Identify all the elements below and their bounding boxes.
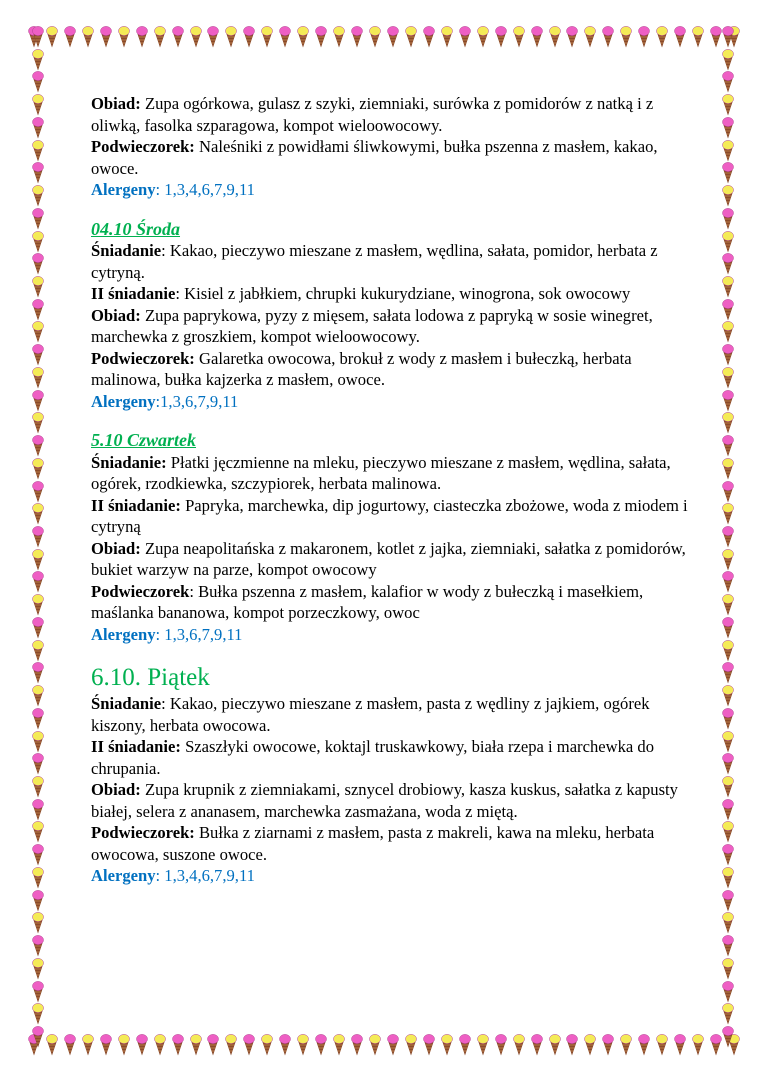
ice-cream-cone-icon: [722, 753, 734, 775]
ice-cream-cone-icon: [441, 26, 453, 48]
ice-cream-cone-icon: [118, 1034, 130, 1056]
ice-cream-cone-icon: [722, 367, 734, 389]
ice-cream-cone-icon: [351, 26, 363, 48]
meal-line: Śniadanie: Płatki jęczmienne na mleku, pieczywo mieszane z masłem, wędlina, sałata, ogórek, rzodkiewka, szczypiorek, herbata malinowa.: [91, 452, 671, 493]
ice-cream-cone-icon: [495, 26, 507, 48]
ice-cream-cone-icon: [722, 231, 734, 253]
ice-cream-cone-icon: [32, 458, 44, 480]
meal-line: Śniadanie: Kakao, pieczywo mieszane z masłem, wędlina, sałata, pomidor, herbata z cytryną.: [91, 241, 658, 282]
ice-cream-cone-icon: [32, 935, 44, 957]
meal-line: Obiad: Zupa ogórkowa, gulasz z szyki, ziemniaki, surówka z pomidorów z natką i z oliwką, fasolka szparagowa, kompot wieloowocowy.: [91, 94, 654, 135]
ice-cream-cone-icon: [32, 640, 44, 662]
ice-cream-cone-icon: [32, 140, 44, 162]
ice-cream-cone-icon: [243, 26, 255, 48]
ice-cream-cone-icon: [64, 26, 76, 48]
ice-cream-cone-icon: [172, 26, 184, 48]
ice-cream-cone-icon: [602, 1034, 614, 1056]
ice-cream-cone-icon: [692, 26, 704, 48]
ice-cream-cone-icon: [32, 71, 44, 93]
ice-cream-cone-icon: [333, 26, 345, 48]
meal-line: Obiad: Zupa neapolitańska z makaronem, kotlet z jajka, ziemniaki, sałatka z pomidorów, bukiet warzyw na parze, kompot owocowy: [91, 538, 686, 579]
ice-cream-cone-icon: [190, 26, 202, 48]
ice-cream-cone-icon: [722, 117, 734, 139]
border-top: [28, 26, 740, 50]
allergens-line: Alergeny: 1,3,6,7,9,11: [91, 624, 243, 644]
ice-cream-cone-icon: [32, 594, 44, 616]
meal-line: II śniadanie: Kisiel z jabłkiem, chrupki kukurydziane, winogrona, sok owocowy: [91, 284, 631, 303]
ice-cream-cone-icon: [549, 26, 561, 48]
ice-cream-cone-icon: [32, 549, 44, 571]
ice-cream-cone-icon: [722, 890, 734, 912]
ice-cream-cone-icon: [722, 390, 734, 412]
meal-line: Podwieczorek: Bułka pszenna z masłem, kalafior w wody z bułeczką i masełkiem, maślanka bananowa, kompot porzeczkowy, owoc: [91, 581, 644, 622]
ice-cream-cone-icon: [32, 867, 44, 889]
ice-cream-cone-icon: [172, 1034, 184, 1056]
ice-cream-cone-icon: [566, 1034, 578, 1056]
ice-cream-cone-icon: [32, 231, 44, 253]
ice-cream-cone-icon: [722, 708, 734, 730]
ice-cream-cone-icon: [136, 1034, 148, 1056]
ice-cream-cone-icon: [100, 1034, 112, 1056]
ice-cream-cone-icon: [722, 412, 734, 434]
ice-cream-cone-icon: [722, 321, 734, 343]
ice-cream-cone-icon: [620, 26, 632, 48]
ice-cream-cone-icon: [64, 1034, 76, 1056]
allergens-line: Alergeny: 1,3,4,6,7,9,11: [91, 180, 255, 199]
ice-cream-cone-icon: [722, 844, 734, 866]
ice-cream-cone-icon: [459, 26, 471, 48]
ice-cream-cone-icon: [32, 276, 44, 298]
ice-cream-cone-icon: [207, 26, 219, 48]
ice-cream-cone-icon: [722, 776, 734, 798]
ice-cream-cone-icon: [722, 458, 734, 480]
ice-cream-cone-icon: [32, 162, 44, 184]
ice-cream-cone-icon: [722, 526, 734, 548]
ice-cream-cone-icon: [722, 435, 734, 457]
ice-cream-cone-icon: [722, 94, 734, 116]
ice-cream-cone-icon: [136, 26, 148, 48]
ice-cream-cone-icon: [100, 26, 112, 48]
ice-cream-cone-icon: [32, 571, 44, 593]
ice-cream-cone-icon: [32, 912, 44, 934]
ice-cream-cone-icon: [722, 276, 734, 298]
ice-cream-cone-icon: [315, 26, 327, 48]
ice-cream-cone-icon: [692, 1034, 704, 1056]
ice-cream-cone-icon: [82, 26, 94, 48]
ice-cream-cone-icon: [722, 162, 734, 184]
ice-cream-cone-icon: [722, 253, 734, 275]
ice-cream-cone-icon: [722, 731, 734, 753]
ice-cream-cone-icon: [722, 299, 734, 321]
ice-cream-cone-icon: [32, 208, 44, 230]
ice-cream-cone-icon: [32, 799, 44, 821]
ice-cream-cone-icon: [674, 26, 686, 48]
ice-cream-cone-icon: [722, 662, 734, 684]
ice-cream-cone-icon: [441, 1034, 453, 1056]
ice-cream-cone-icon: [674, 1034, 686, 1056]
ice-cream-cone-icon: [638, 26, 650, 48]
ice-cream-cone-icon: [32, 731, 44, 753]
ice-cream-cone-icon: [423, 26, 435, 48]
ice-cream-cone-icon: [32, 1026, 44, 1048]
ice-cream-cone-icon: [722, 958, 734, 980]
ice-cream-cone-icon: [154, 26, 166, 48]
ice-cream-cone-icon: [32, 753, 44, 775]
ice-cream-cone-icon: [566, 26, 578, 48]
ice-cream-cone-icon: [387, 1034, 399, 1056]
ice-cream-cone-icon: [351, 1034, 363, 1056]
allergens-line: Alergeny:1,3,6,7,9,11: [91, 391, 239, 411]
ice-cream-cone-icon: [722, 685, 734, 707]
ice-cream-cone-icon: [495, 1034, 507, 1056]
ice-cream-cone-icon: [722, 140, 734, 162]
ice-cream-cone-icon: [405, 26, 417, 48]
ice-cream-cone-icon: [722, 799, 734, 821]
ice-cream-cone-icon: [32, 776, 44, 798]
ice-cream-cone-icon: [32, 981, 44, 1003]
ice-cream-cone-icon: [722, 935, 734, 957]
ice-cream-cone-icon: [279, 1034, 291, 1056]
ice-cream-cone-icon: [722, 912, 734, 934]
ice-cream-cone-icon: [722, 981, 734, 1003]
ice-cream-cone-icon: [477, 1034, 489, 1056]
day-heading: 04.10 Środa: [91, 218, 181, 239]
ice-cream-cone-icon: [531, 26, 543, 48]
ice-cream-cone-icon: [32, 26, 44, 48]
ice-cream-cone-icon: [225, 1034, 237, 1056]
ice-cream-cone-icon: [32, 94, 44, 116]
ice-cream-cone-icon: [32, 481, 44, 503]
ice-cream-cone-icon: [32, 708, 44, 730]
ice-cream-cone-icon: [32, 321, 44, 343]
ice-cream-cone-icon: [722, 481, 734, 503]
ice-cream-cone-icon: [32, 1003, 44, 1025]
ice-cream-cone-icon: [225, 26, 237, 48]
ice-cream-cone-icon: [32, 344, 44, 366]
border-right: [718, 26, 738, 1060]
ice-cream-cone-icon: [32, 662, 44, 684]
ice-cream-cone-icon: [387, 26, 399, 48]
meal-line: Obiad: Zupa paprykowa, pyzy z mięsem, sałata lodowa z papryką w sosie winegret, marchewka z groszkiem, kompot wieloowocowy.: [91, 305, 653, 346]
ice-cream-cone-icon: [602, 26, 614, 48]
menu-document: [91, 93, 691, 887]
ice-cream-cone-icon: [32, 299, 44, 321]
ice-cream-cone-icon: [620, 1034, 632, 1056]
day-heading: 6.10. Piątek: [91, 664, 210, 691]
ice-cream-cone-icon: [333, 1034, 345, 1056]
ice-cream-cone-icon: [584, 1034, 596, 1056]
ice-cream-cone-icon: [722, 571, 734, 593]
ice-cream-cone-icon: [315, 1034, 327, 1056]
ice-cream-cone-icon: [722, 185, 734, 207]
ice-cream-cone-icon: [722, 1026, 734, 1048]
ice-cream-cone-icon: [722, 71, 734, 93]
ice-cream-cone-icon: [82, 1034, 94, 1056]
ice-cream-cone-icon: [656, 26, 668, 48]
ice-cream-cone-icon: [32, 503, 44, 525]
border-left: [28, 26, 48, 1060]
ice-cream-cone-icon: [722, 344, 734, 366]
ice-cream-cone-icon: [722, 26, 734, 48]
ice-cream-cone-icon: [32, 617, 44, 639]
ice-cream-cone-icon: [279, 26, 291, 48]
ice-cream-cone-icon: [32, 390, 44, 412]
border-bottom: [28, 1034, 740, 1058]
meal-line: II śniadanie: Papryka, marchewka, dip jogurtowy, ciasteczka zbożowe, woda z miodem i cytryną: [91, 495, 688, 536]
ice-cream-cone-icon: [722, 549, 734, 571]
ice-cream-cone-icon: [32, 435, 44, 457]
ice-cream-cone-icon: [32, 685, 44, 707]
ice-cream-cone-icon: [722, 1003, 734, 1025]
ice-cream-cone-icon: [32, 890, 44, 912]
ice-cream-cone-icon: [405, 1034, 417, 1056]
ice-cream-cone-icon: [638, 1034, 650, 1056]
ice-cream-cone-icon: [32, 821, 44, 843]
ice-cream-cone-icon: [243, 1034, 255, 1056]
ice-cream-cone-icon: [32, 958, 44, 980]
meal-line: Obiad: Zupa krupnik z ziemniakami, sznycel drobiowy, kasza kuskus, sałatka z kapusty białej, selera z ananasem, marchewka zasmażana, woda z miętą.: [91, 780, 678, 821]
ice-cream-cone-icon: [32, 185, 44, 207]
day-heading: 5.10 Czwartek: [91, 430, 197, 450]
ice-cream-cone-icon: [190, 1034, 202, 1056]
ice-cream-cone-icon: [722, 49, 734, 71]
ice-cream-cone-icon: [261, 1034, 273, 1056]
meal-line: II śniadanie: Szaszłyki owocowe, koktajl truskawkowy, biała rzepa i marchewka do chrupania.: [91, 737, 654, 778]
ice-cream-cone-icon: [297, 26, 309, 48]
ice-cream-cone-icon: [32, 367, 44, 389]
allergens-line: Alergeny: 1,3,4,6,7,9,11: [91, 866, 255, 885]
ice-cream-cone-icon: [513, 26, 525, 48]
ice-cream-cone-icon: [32, 49, 44, 71]
ice-cream-cone-icon: [369, 26, 381, 48]
ice-cream-cone-icon: [722, 208, 734, 230]
ice-cream-cone-icon: [722, 617, 734, 639]
ice-cream-cone-icon: [154, 1034, 166, 1056]
ice-cream-cone-icon: [207, 1034, 219, 1056]
meal-line: Podwieczorek: Bułka z ziarnami z masłem, pasta z makreli, kawa na mleku, herbata owocowa, suszone owoce.: [91, 823, 655, 864]
ice-cream-cone-icon: [32, 117, 44, 139]
ice-cream-cone-icon: [32, 844, 44, 866]
ice-cream-cone-icon: [722, 503, 734, 525]
meal-line: Podwieczorek: Galaretka owocowa, brokuł z wody z masłem i bułeczką, herbata malinowa, bułka kajzerka z masłem, owoce.: [91, 348, 632, 389]
ice-cream-cone-icon: [459, 1034, 471, 1056]
ice-cream-cone-icon: [32, 526, 44, 548]
ice-cream-cone-icon: [722, 821, 734, 843]
ice-cream-cone-icon: [369, 1034, 381, 1056]
ice-cream-cone-icon: [118, 26, 130, 48]
ice-cream-cone-icon: [423, 1034, 435, 1056]
ice-cream-cone-icon: [32, 412, 44, 434]
ice-cream-cone-icon: [261, 26, 273, 48]
ice-cream-cone-icon: [549, 1034, 561, 1056]
ice-cream-cone-icon: [656, 1034, 668, 1056]
ice-cream-cone-icon: [722, 867, 734, 889]
ice-cream-cone-icon: [513, 1034, 525, 1056]
ice-cream-cone-icon: [477, 26, 489, 48]
ice-cream-cone-icon: [584, 26, 596, 48]
ice-cream-cone-icon: [32, 253, 44, 275]
meal-line: Podwieczorek: Naleśniki z powidłami śliwkowymi, bułka pszenna z masłem, kakao, owoce.: [91, 137, 658, 178]
meal-line: Śniadanie: Kakao, pieczywo mieszane z masłem, pasta z wędliny z jajkiem, ogórek kiszony, herbata owocowa.: [91, 694, 650, 735]
ice-cream-cone-icon: [722, 594, 734, 616]
ice-cream-cone-icon: [297, 1034, 309, 1056]
ice-cream-cone-icon: [531, 1034, 543, 1056]
ice-cream-cone-icon: [722, 640, 734, 662]
